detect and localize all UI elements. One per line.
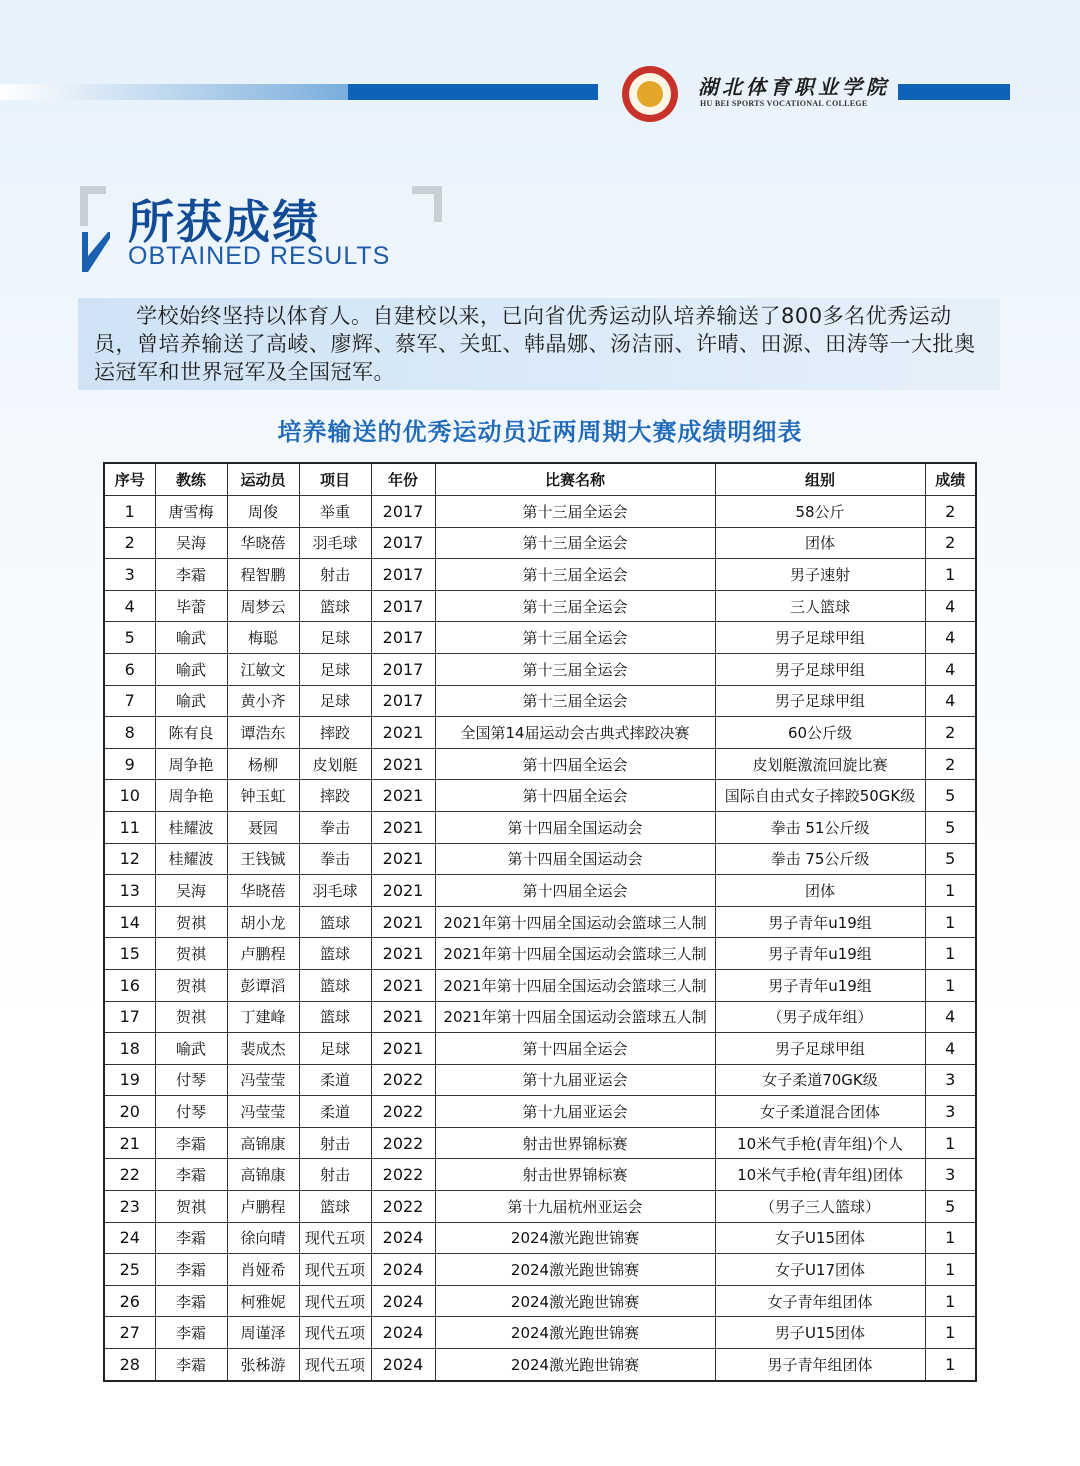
cell-coach: 李霜	[155, 1317, 227, 1349]
cell-competition: 第十九届杭州亚运会	[435, 1191, 715, 1223]
cell-group: 男子足球甲组	[715, 622, 925, 654]
cell-athlete: 程智鹏	[227, 559, 299, 591]
cell-group: 男子足球甲组	[715, 685, 925, 717]
cell-coach: 毕蕾	[155, 590, 227, 622]
college-name-cn: 湖北体育职业学院	[698, 75, 890, 99]
cell-group: 国际自由式女子摔跤50GK级	[715, 780, 925, 812]
cell-athlete: 徐向晴	[227, 1222, 299, 1254]
cell-athlete: 冯莹莹	[227, 1096, 299, 1128]
column-header-coach: 教练	[155, 463, 227, 496]
cell-group: 皮划艇激流回旋比赛	[715, 748, 925, 780]
cell-year: 2021	[371, 906, 435, 938]
cell-index: 21	[104, 1127, 155, 1159]
cell-index: 5	[104, 622, 155, 654]
results-table	[103, 462, 977, 1382]
cell-group: 男子青年u19组	[715, 938, 925, 970]
cell-coach: 吴海	[155, 527, 227, 559]
title-bracket-right-icon	[412, 186, 442, 222]
table-row	[104, 748, 976, 780]
cell-event: 摔跤	[299, 717, 371, 749]
cell-athlete: 高锦康	[227, 1127, 299, 1159]
cell-result: 1	[925, 1254, 976, 1286]
cell-coach: 李霜	[155, 1349, 227, 1381]
cell-athlete: 杨柳	[227, 748, 299, 780]
cell-athlete: 丁建峰	[227, 1001, 299, 1033]
cell-coach: 周争艳	[155, 780, 227, 812]
cell-competition: 全国第14届运动会古典式摔跤决赛	[435, 717, 715, 749]
cell-index: 16	[104, 969, 155, 1001]
cell-result: 4	[925, 653, 976, 685]
cell-index: 4	[104, 590, 155, 622]
cell-index: 22	[104, 1159, 155, 1191]
cell-competition: 2024激光跑世锦赛	[435, 1222, 715, 1254]
cell-athlete: 黄小齐	[227, 685, 299, 717]
cell-event: 足球	[299, 622, 371, 654]
cell-index: 15	[104, 938, 155, 970]
cell-event: 射击	[299, 1127, 371, 1159]
cell-year: 2022	[371, 1127, 435, 1159]
cell-competition: 第十四届全运会	[435, 780, 715, 812]
table-row	[104, 1064, 976, 1096]
cell-competition: 第十四届全国运动会	[435, 811, 715, 843]
cell-year: 2022	[371, 1191, 435, 1223]
cell-competition: 2021年第十四届全国运动会篮球三人制	[435, 906, 715, 938]
cell-result: 2	[925, 496, 976, 528]
column-header-competition: 比赛名称	[435, 463, 715, 496]
cell-group: 女子柔道70GK级	[715, 1064, 925, 1096]
column-header-group: 组别	[715, 463, 925, 496]
cell-competition: 第十三届全运会	[435, 653, 715, 685]
table-row	[104, 1285, 976, 1317]
cell-group: 拳击 75公斤级	[715, 843, 925, 875]
cell-athlete: 华晓蓓	[227, 875, 299, 907]
cell-coach: 吴海	[155, 875, 227, 907]
cell-result: 5	[925, 843, 976, 875]
cell-index: 19	[104, 1064, 155, 1096]
cell-year: 2022	[371, 1159, 435, 1191]
cell-group: 男子足球甲组	[715, 653, 925, 685]
cell-year: 2021	[371, 811, 435, 843]
table-row	[104, 590, 976, 622]
table-row	[104, 1096, 976, 1128]
table-row	[104, 496, 976, 528]
table-row	[104, 1254, 976, 1286]
cell-index: 7	[104, 685, 155, 717]
cell-event: 柔道	[299, 1064, 371, 1096]
cell-athlete: 冯莹莹	[227, 1064, 299, 1096]
cell-coach: 李霜	[155, 559, 227, 591]
cell-event: 篮球	[299, 906, 371, 938]
cell-athlete: 胡小龙	[227, 906, 299, 938]
cell-coach: 喻武	[155, 1033, 227, 1065]
column-header-event: 项目	[299, 463, 371, 496]
cell-year: 2017	[371, 622, 435, 654]
cell-coach: 唐雪梅	[155, 496, 227, 528]
cell-result: 3	[925, 1064, 976, 1096]
cell-result: 1	[925, 969, 976, 1001]
cell-result: 5	[925, 1191, 976, 1223]
cell-index: 11	[104, 811, 155, 843]
cell-group: 男子青年组团体	[715, 1349, 925, 1381]
cell-result: 1	[925, 1317, 976, 1349]
cell-group: 男子青年u19组	[715, 969, 925, 1001]
table-row	[104, 969, 976, 1001]
cell-competition: 第十三届全运会	[435, 685, 715, 717]
cell-index: 18	[104, 1033, 155, 1065]
cell-event: 篮球	[299, 590, 371, 622]
cell-competition: 2024激光跑世锦赛	[435, 1349, 715, 1381]
cell-coach: 喻武	[155, 622, 227, 654]
table-row	[104, 717, 976, 749]
table-row	[104, 559, 976, 591]
cell-event: 篮球	[299, 1001, 371, 1033]
cell-year: 2017	[371, 496, 435, 528]
table-row	[104, 1001, 976, 1033]
cell-athlete: 聂园	[227, 811, 299, 843]
cell-result: 1	[925, 1285, 976, 1317]
cell-event: 拳击	[299, 811, 371, 843]
cell-event: 柔道	[299, 1096, 371, 1128]
cell-year: 2024	[371, 1317, 435, 1349]
cell-index: 2	[104, 527, 155, 559]
cell-event: 现代五项	[299, 1317, 371, 1349]
cell-event: 拳击	[299, 843, 371, 875]
cell-result: 1	[925, 1349, 976, 1381]
column-header-index: 序号	[104, 463, 155, 496]
cell-event: 射击	[299, 1159, 371, 1191]
cell-index: 20	[104, 1096, 155, 1128]
cell-athlete: 柯雅妮	[227, 1285, 299, 1317]
cell-group: 女子U17团体	[715, 1254, 925, 1286]
cell-athlete: 华晓蓓	[227, 527, 299, 559]
cell-year: 2017	[371, 590, 435, 622]
cell-result: 1	[925, 906, 976, 938]
cell-group: 60公斤级	[715, 717, 925, 749]
table-row	[104, 1127, 976, 1159]
cell-coach: 李霜	[155, 1222, 227, 1254]
cell-competition: 第十三届全运会	[435, 622, 715, 654]
cell-event: 现代五项	[299, 1349, 371, 1381]
cell-competition: 2024激光跑世锦赛	[435, 1285, 715, 1317]
table-row	[104, 1159, 976, 1191]
cell-coach: 李霜	[155, 1127, 227, 1159]
table-row	[104, 780, 976, 812]
cell-event: 羽毛球	[299, 527, 371, 559]
header-stripe-right	[898, 84, 1010, 100]
cell-index: 28	[104, 1349, 155, 1381]
cell-competition: 第十四届全运会	[435, 748, 715, 780]
cell-group: 10米气手枪(青年组)个人	[715, 1127, 925, 1159]
cell-group: 三人篮球	[715, 590, 925, 622]
header-stripe-left	[0, 84, 598, 100]
cell-athlete: 周俊	[227, 496, 299, 528]
cell-coach: 桂耀波	[155, 811, 227, 843]
cell-index: 14	[104, 906, 155, 938]
cell-event: 皮划艇	[299, 748, 371, 780]
cell-competition: 2021年第十四届全国运动会篮球三人制	[435, 969, 715, 1001]
cell-group: 拳击 51公斤级	[715, 811, 925, 843]
cell-year: 2022	[371, 1096, 435, 1128]
cell-group: 男子青年u19组	[715, 906, 925, 938]
cell-index: 13	[104, 875, 155, 907]
cell-index: 23	[104, 1191, 155, 1223]
cell-year: 2021	[371, 780, 435, 812]
cell-result: 2	[925, 748, 976, 780]
cell-event: 篮球	[299, 969, 371, 1001]
intro-paragraph: 学校始终坚持以体育人。自建校以来，已向省优秀运动队培养输送了800多名优秀运动员，曾培养输送了高崚、廖辉、蔡军、关虹、韩晶娜、汤洁丽、许晴、田源、田涛等一大批奥运冠军和世界冠军及全国冠军。	[94, 304, 976, 384]
intro-box	[78, 298, 1000, 390]
cell-coach: 付琴	[155, 1064, 227, 1096]
cell-year: 2021	[371, 717, 435, 749]
cell-coach: 贺祺	[155, 906, 227, 938]
cell-coach: 贺祺	[155, 1191, 227, 1223]
cell-year: 2024	[371, 1285, 435, 1317]
cell-year: 2021	[371, 748, 435, 780]
cell-index: 12	[104, 843, 155, 875]
cell-athlete: 高锦康	[227, 1159, 299, 1191]
cell-group: 男子速射	[715, 559, 925, 591]
results-table-body	[104, 496, 976, 1381]
table-row	[104, 906, 976, 938]
cell-competition: 第十四届全国运动会	[435, 843, 715, 875]
cell-year: 2022	[371, 1064, 435, 1096]
cell-competition: 第十九届亚运会	[435, 1064, 715, 1096]
college-name-en: HU BEI SPORTS VOCATIONAL COLLEGE	[700, 99, 868, 108]
cell-index: 26	[104, 1285, 155, 1317]
column-header-result: 成绩	[925, 463, 976, 496]
cell-year: 2021	[371, 969, 435, 1001]
cell-competition: 第十四届全运会	[435, 1033, 715, 1065]
cell-athlete: 彭谭滔	[227, 969, 299, 1001]
cell-result: 4	[925, 590, 976, 622]
cell-year: 2017	[371, 653, 435, 685]
cell-result: 3	[925, 1096, 976, 1128]
cell-year: 2024	[371, 1254, 435, 1286]
cell-athlete: 周谨泽	[227, 1317, 299, 1349]
title-bracket-left-icon	[80, 186, 110, 272]
cell-athlete: 王钱铖	[227, 843, 299, 875]
cell-index: 17	[104, 1001, 155, 1033]
cell-athlete: 钟玉虹	[227, 780, 299, 812]
table-row	[104, 1222, 976, 1254]
cell-result: 4	[925, 622, 976, 654]
cell-group: （男子成年组）	[715, 1001, 925, 1033]
cell-group: 女子柔道混合团体	[715, 1096, 925, 1128]
cell-result: 2	[925, 717, 976, 749]
table-title: 培养输送的优秀运动员近两周期大赛成绩明细表	[277, 418, 803, 446]
cell-athlete: 卢鹏程	[227, 938, 299, 970]
table-row	[104, 875, 976, 907]
cell-result: 4	[925, 1033, 976, 1065]
table-row	[104, 1191, 976, 1223]
cell-event: 篮球	[299, 938, 371, 970]
cell-index: 1	[104, 496, 155, 528]
cell-index: 3	[104, 559, 155, 591]
cell-coach: 喻武	[155, 653, 227, 685]
table-header-row	[104, 463, 976, 496]
cell-group: 女子青年组团体	[715, 1285, 925, 1317]
cell-result: 1	[925, 559, 976, 591]
cell-group: 10米气手枪(青年组)团体	[715, 1159, 925, 1191]
cell-athlete: 卢鹏程	[227, 1191, 299, 1223]
cell-athlete: 江敏文	[227, 653, 299, 685]
table-row	[104, 527, 976, 559]
cell-event: 摔跤	[299, 780, 371, 812]
cell-group: 团体	[715, 527, 925, 559]
cell-year: 2021	[371, 1033, 435, 1065]
cell-athlete: 谭浩东	[227, 717, 299, 749]
column-header-year: 年份	[371, 463, 435, 496]
cell-coach: 李霜	[155, 1285, 227, 1317]
cell-year: 2021	[371, 875, 435, 907]
cell-coach: 付琴	[155, 1096, 227, 1128]
cell-coach: 贺祺	[155, 969, 227, 1001]
cell-athlete: 梅聪	[227, 622, 299, 654]
table-row	[104, 1317, 976, 1349]
table-row	[104, 843, 976, 875]
table-row	[104, 1033, 976, 1065]
cell-group: 58公斤	[715, 496, 925, 528]
cell-competition: 第十三届全运会	[435, 559, 715, 591]
cell-group: （男子三人篮球）	[715, 1191, 925, 1223]
cell-year: 2017	[371, 559, 435, 591]
cell-coach: 桂耀波	[155, 843, 227, 875]
cell-year: 2021	[371, 843, 435, 875]
cell-year: 2024	[371, 1349, 435, 1381]
cell-index: 10	[104, 780, 155, 812]
cell-event: 现代五项	[299, 1222, 371, 1254]
cell-year: 2021	[371, 938, 435, 970]
cell-group: 女子U15团体	[715, 1222, 925, 1254]
cell-coach: 李霜	[155, 1254, 227, 1286]
table-row	[104, 938, 976, 970]
cell-event: 篮球	[299, 1191, 371, 1223]
cell-competition: 2024激光跑世锦赛	[435, 1254, 715, 1286]
cell-index: 8	[104, 717, 155, 749]
cell-result: 2	[925, 527, 976, 559]
cell-athlete: 肖娅希	[227, 1254, 299, 1286]
section-title: 所获成绩	[128, 195, 320, 249]
cell-event: 现代五项	[299, 1254, 371, 1286]
cell-event: 足球	[299, 1033, 371, 1065]
cell-competition: 2021年第十四届全国运动会篮球五人制	[435, 1001, 715, 1033]
column-header-athlete: 运动员	[227, 463, 299, 496]
cell-competition: 2024激光跑世锦赛	[435, 1317, 715, 1349]
table-row	[104, 685, 976, 717]
cell-year: 2017	[371, 527, 435, 559]
table-row	[104, 622, 976, 654]
cell-result: 5	[925, 811, 976, 843]
college-logo-icon	[622, 66, 678, 122]
cell-athlete: 裴成杰	[227, 1033, 299, 1065]
cell-index: 25	[104, 1254, 155, 1286]
cell-competition: 第十三届全运会	[435, 527, 715, 559]
cell-competition: 射击世界锦标赛	[435, 1159, 715, 1191]
cell-event: 羽毛球	[299, 875, 371, 907]
cell-result: 5	[925, 780, 976, 812]
cell-year: 2024	[371, 1222, 435, 1254]
cell-event: 足球	[299, 653, 371, 685]
cell-result: 4	[925, 685, 976, 717]
cell-competition: 第十九届亚运会	[435, 1096, 715, 1128]
cell-coach: 喻武	[155, 685, 227, 717]
cell-coach: 周争艳	[155, 748, 227, 780]
cell-athlete: 张秭游	[227, 1349, 299, 1381]
cell-event: 现代五项	[299, 1285, 371, 1317]
cell-group: 团体	[715, 875, 925, 907]
cell-index: 24	[104, 1222, 155, 1254]
cell-competition: 2021年第十四届全国运动会篮球三人制	[435, 938, 715, 970]
cell-coach: 陈有良	[155, 717, 227, 749]
cell-index: 27	[104, 1317, 155, 1349]
cell-result: 3	[925, 1159, 976, 1191]
cell-group: 男子U15团体	[715, 1317, 925, 1349]
cell-result: 1	[925, 938, 976, 970]
cell-coach: 李霜	[155, 1159, 227, 1191]
table-row	[104, 1349, 976, 1381]
cell-index: 9	[104, 748, 155, 780]
cell-event: 射击	[299, 559, 371, 591]
cell-competition: 射击世界锦标赛	[435, 1127, 715, 1159]
cell-result: 4	[925, 1001, 976, 1033]
cell-competition: 第十三届全运会	[435, 496, 715, 528]
cell-coach: 贺祺	[155, 1001, 227, 1033]
table-row	[104, 811, 976, 843]
cell-year: 2017	[371, 685, 435, 717]
cell-event: 举重	[299, 496, 371, 528]
cell-result: 1	[925, 1127, 976, 1159]
cell-competition: 第十三届全运会	[435, 590, 715, 622]
cell-athlete: 周梦云	[227, 590, 299, 622]
section-subtitle: OBTAINED RESULTS	[128, 242, 391, 270]
cell-result: 1	[925, 1222, 976, 1254]
cell-coach: 贺祺	[155, 938, 227, 970]
table-row	[104, 653, 976, 685]
cell-year: 2021	[371, 1001, 435, 1033]
cell-competition: 第十四届全运会	[435, 875, 715, 907]
cell-group: 男子足球甲组	[715, 1033, 925, 1065]
cell-index: 6	[104, 653, 155, 685]
cell-result: 1	[925, 875, 976, 907]
cell-event: 足球	[299, 685, 371, 717]
